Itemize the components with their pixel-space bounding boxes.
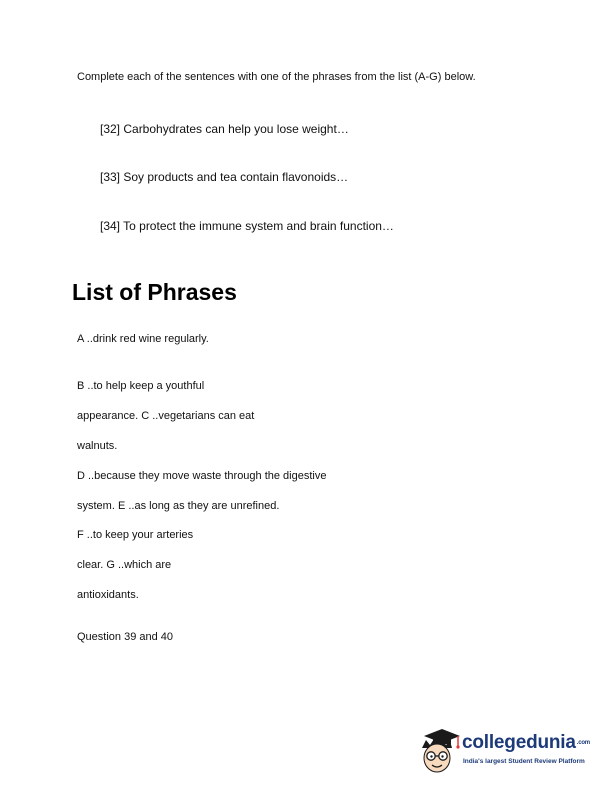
brand-name: collegedunia$^{.com}$ — [462, 732, 590, 753]
phrase-line: antioxidants. — [77, 589, 139, 601]
collegedunia-logo[interactable] — [416, 726, 588, 778]
phrase-line: B ..to help keep a youthful — [77, 380, 205, 392]
question-32: [32] Carbohydrates can help you lose weight… — [100, 122, 349, 136]
cartoon-student-mascot-icon — [416, 726, 462, 778]
phrase-line: clear. G ..which are — [77, 559, 172, 571]
instruction-text: Complete each of the sentences with one of the phrases from the list (A-G) below. — [77, 71, 476, 83]
next-section-label: Question 39 and 40 — [77, 631, 174, 643]
phrase-line: A ..drink red wine regularly. — [77, 333, 209, 345]
phrase-line: F ..to keep your arteries — [77, 529, 194, 541]
question-34: [34] To protect the immune system and brain function… — [100, 219, 394, 233]
phrase-line: system. E ..as long as they are unrefined. — [77, 500, 280, 512]
phrase-line: D ..because they move waste through the digestive — [77, 470, 327, 482]
phrase-line: walnuts. — [77, 440, 118, 452]
brand-tagline: India's largest Student Review Platform — [463, 758, 585, 765]
phrases-heading: List of Phrases — [72, 279, 237, 305]
question-33: [33] Soy products and tea contain flavonoids… — [100, 170, 349, 184]
phrase-line: appearance. C ..vegetarians can eat — [77, 410, 255, 422]
